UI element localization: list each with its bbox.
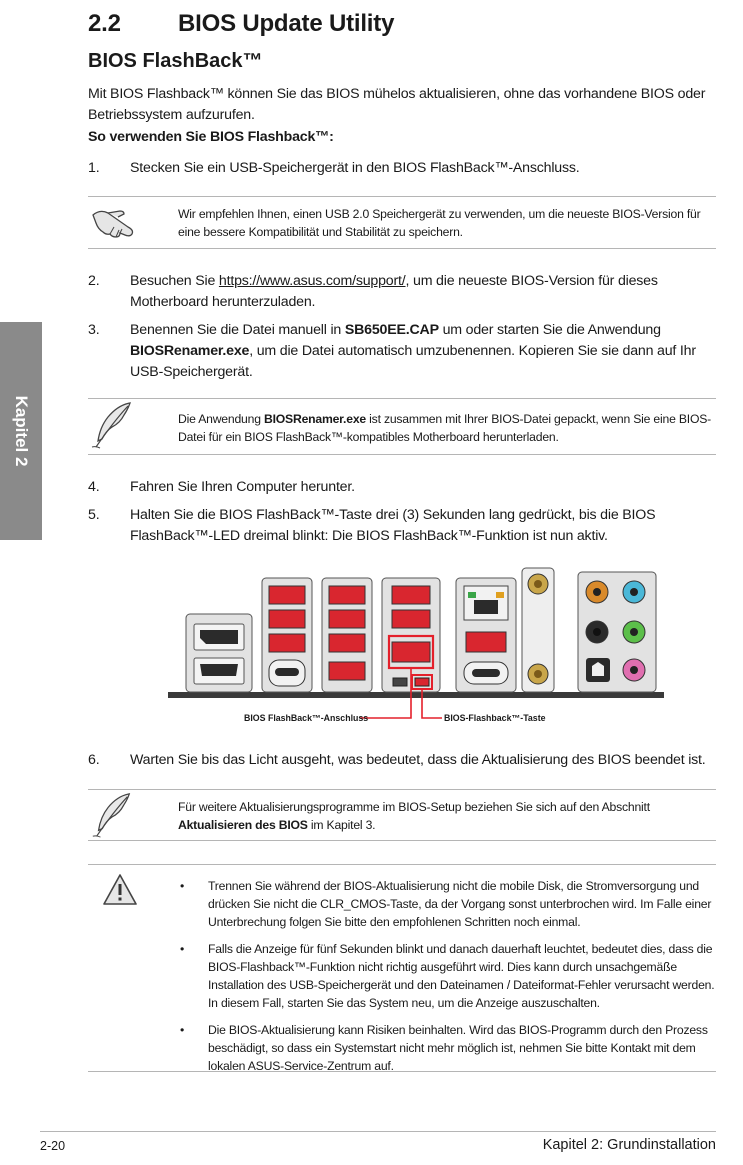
note-text-part: Die Anwendung xyxy=(178,412,264,426)
note-text-part: Für weitere Aktualisierungsprogramme im BIOS-Setup beziehen Sie sich auf den Abschnitt xyxy=(178,800,650,814)
step-5 xyxy=(88,505,718,549)
step-4 xyxy=(88,477,718,499)
footer-divider xyxy=(40,1131,716,1132)
chapter-side-tab xyxy=(0,322,42,540)
step-text xyxy=(130,271,718,313)
feather-pen-icon xyxy=(90,792,134,845)
note-text-part: im Kapitel 3. xyxy=(307,818,376,832)
step-number: 6. xyxy=(88,752,100,768)
flashback-button-label: BIOS-Flashback™-Taste xyxy=(444,713,546,723)
renamer-app-text: BIOSRenamer.exe xyxy=(263,412,366,426)
step-number: 4. xyxy=(88,479,100,495)
step-text: Fahren Sie Ihren Computer herunter. xyxy=(130,479,355,495)
step-text-part: Benennen Sie die Datei manuell in xyxy=(130,322,345,338)
section-heading xyxy=(88,10,394,38)
chapter-side-tab-label: Kapitel 2 xyxy=(12,395,31,467)
step-3 xyxy=(88,320,718,384)
step-6 xyxy=(88,750,718,772)
step-text-part: , um die neueste BIOS-Version für dieses Motherboard herunterzuladen. xyxy=(130,273,658,310)
wifi-antenna-ports xyxy=(522,568,554,692)
step-1 xyxy=(88,158,718,180)
step-text: Warten Sie bis das Licht ausgeht, was bedeutet, dass die Aktualisierung des BIOS beendet ist. xyxy=(130,752,706,768)
audio-ports xyxy=(578,572,656,692)
step-text: Stecken Sie ein USB-Speichergerät in den BIOS FlashBack™-Anschluss. xyxy=(130,160,580,176)
page-number: 2-20 xyxy=(40,1139,66,1153)
note-renamer xyxy=(88,398,716,455)
step-text-part: Besuchen Sie xyxy=(130,273,219,289)
flashback-port-label: BIOS FlashBack™-Anschluss xyxy=(244,713,369,723)
step-number: 3. xyxy=(88,322,100,338)
note-text-part: ist zusammen mit Ihrer BIOS-Datei gepackt, wenn Sie eine BIOS-Datei für ein BIOS FlashBack™-kompatibles Motherboard herunterladen. xyxy=(178,412,712,444)
step-number: 2. xyxy=(88,273,100,289)
intro-paragraph: Mit BIOS Flashback™ können Sie das BIOS mühelos aktualisieren, ohne das vorhandene BIOS oder Betriebssystem aufzurufen. xyxy=(88,86,706,123)
howto-heading: So verwenden Sie BIOS Flashback™: xyxy=(88,129,334,145)
warning-box xyxy=(88,864,716,1072)
step-number: 1. xyxy=(88,160,100,176)
section-number: 2.2 xyxy=(88,10,121,37)
step-text: Halten Sie die BIOS FlashBack™-Taste drei (3) Sekunden lang gedrückt, bis die BIOS FlashBack™-LED dreimal blinkt: Die BIOS FlashBack™-Funktion ist nun aktiv. xyxy=(130,507,656,544)
io-shield-base xyxy=(168,692,664,698)
page-subtitle: BIOS FlashBack™ xyxy=(88,50,263,72)
note-text xyxy=(178,798,716,834)
display-ports xyxy=(186,614,252,692)
warning-item: • Trennen Sie während der BIOS-Aktualisierung nicht die mobile Disk, die Stromversorgung und drücken Sie nicht die CLR_CMOS-Taste, da der Vorgang sonst unterbrochen wird. Im Falle einer Unterbrechung folgen Sie bitte den empfohlenen Schritten noch einmal. xyxy=(178,877,716,931)
pointing-hand-icon xyxy=(90,205,140,244)
note-text: Wir empfehlen Ihnen, einen USB 2.0 Speichergerät zu verwenden, um die neueste BIOS-Version für eine bessere Kompatibilität und Stabilität zu speichern. xyxy=(178,207,701,239)
filename-text: SB650EE.CAP xyxy=(344,322,439,338)
warning-triangle-icon xyxy=(102,873,138,912)
rear-io-diagram xyxy=(160,566,670,736)
note-text xyxy=(178,410,716,446)
feather-pen-icon xyxy=(90,401,134,456)
asus-support-link[interactable]: https://www.asus.com/support/ xyxy=(218,273,406,289)
note-bios-setup xyxy=(88,789,716,841)
step-number: 5. xyxy=(88,507,100,523)
section-reference-text: Aktualisieren des BIOS xyxy=(178,818,308,832)
step-text xyxy=(130,320,718,383)
renamer-app-text: BIOSRenamer.exe xyxy=(130,343,250,359)
chapter-footer-title: Kapitel 2: Grundinstallation xyxy=(542,1137,716,1153)
lan-usbc-stack xyxy=(456,578,516,692)
step-text-part: , um die Datei automatisch umzubenennen. Kopieren Sie sie dann auf Ihr USB-Speichergerät. xyxy=(130,343,696,380)
usb-stack-1 xyxy=(262,578,312,692)
warning-item: • Falls die Anzeige für fünf Sekunden blinkt und danach dauerhaft leuchtet, bedeutet dies, dass die BIOS-Flashback™-Funktion nicht richtig ausgeführt wird. Dies kann durch unsachgemäße Installation des USB-Speichergerät und den Dateinamen / Dateiformat-Fehler verursacht werden. In diesem Fall, starten Sie das System neu, um die Anzeige auszuschalten. xyxy=(178,940,716,1012)
note-usb xyxy=(88,196,716,249)
section-title: BIOS Update Utility xyxy=(178,10,395,37)
usb-stack-2 xyxy=(322,578,372,692)
step-2 xyxy=(88,271,718,315)
warning-item: • Die BIOS-Aktualisierung kann Risiken beinhalten. Wird das BIOS-Programm durch den Prozess beschädigt, so dass ein Systemstart nicht mehr möglich ist, nehmen Sie bitte Kontakt mit dem lokalen ASUS-Service-Zentrum auf. xyxy=(178,1021,716,1075)
warning-list xyxy=(178,877,716,1084)
step-text-part: um oder starten Sie die Anwendung xyxy=(438,322,661,338)
